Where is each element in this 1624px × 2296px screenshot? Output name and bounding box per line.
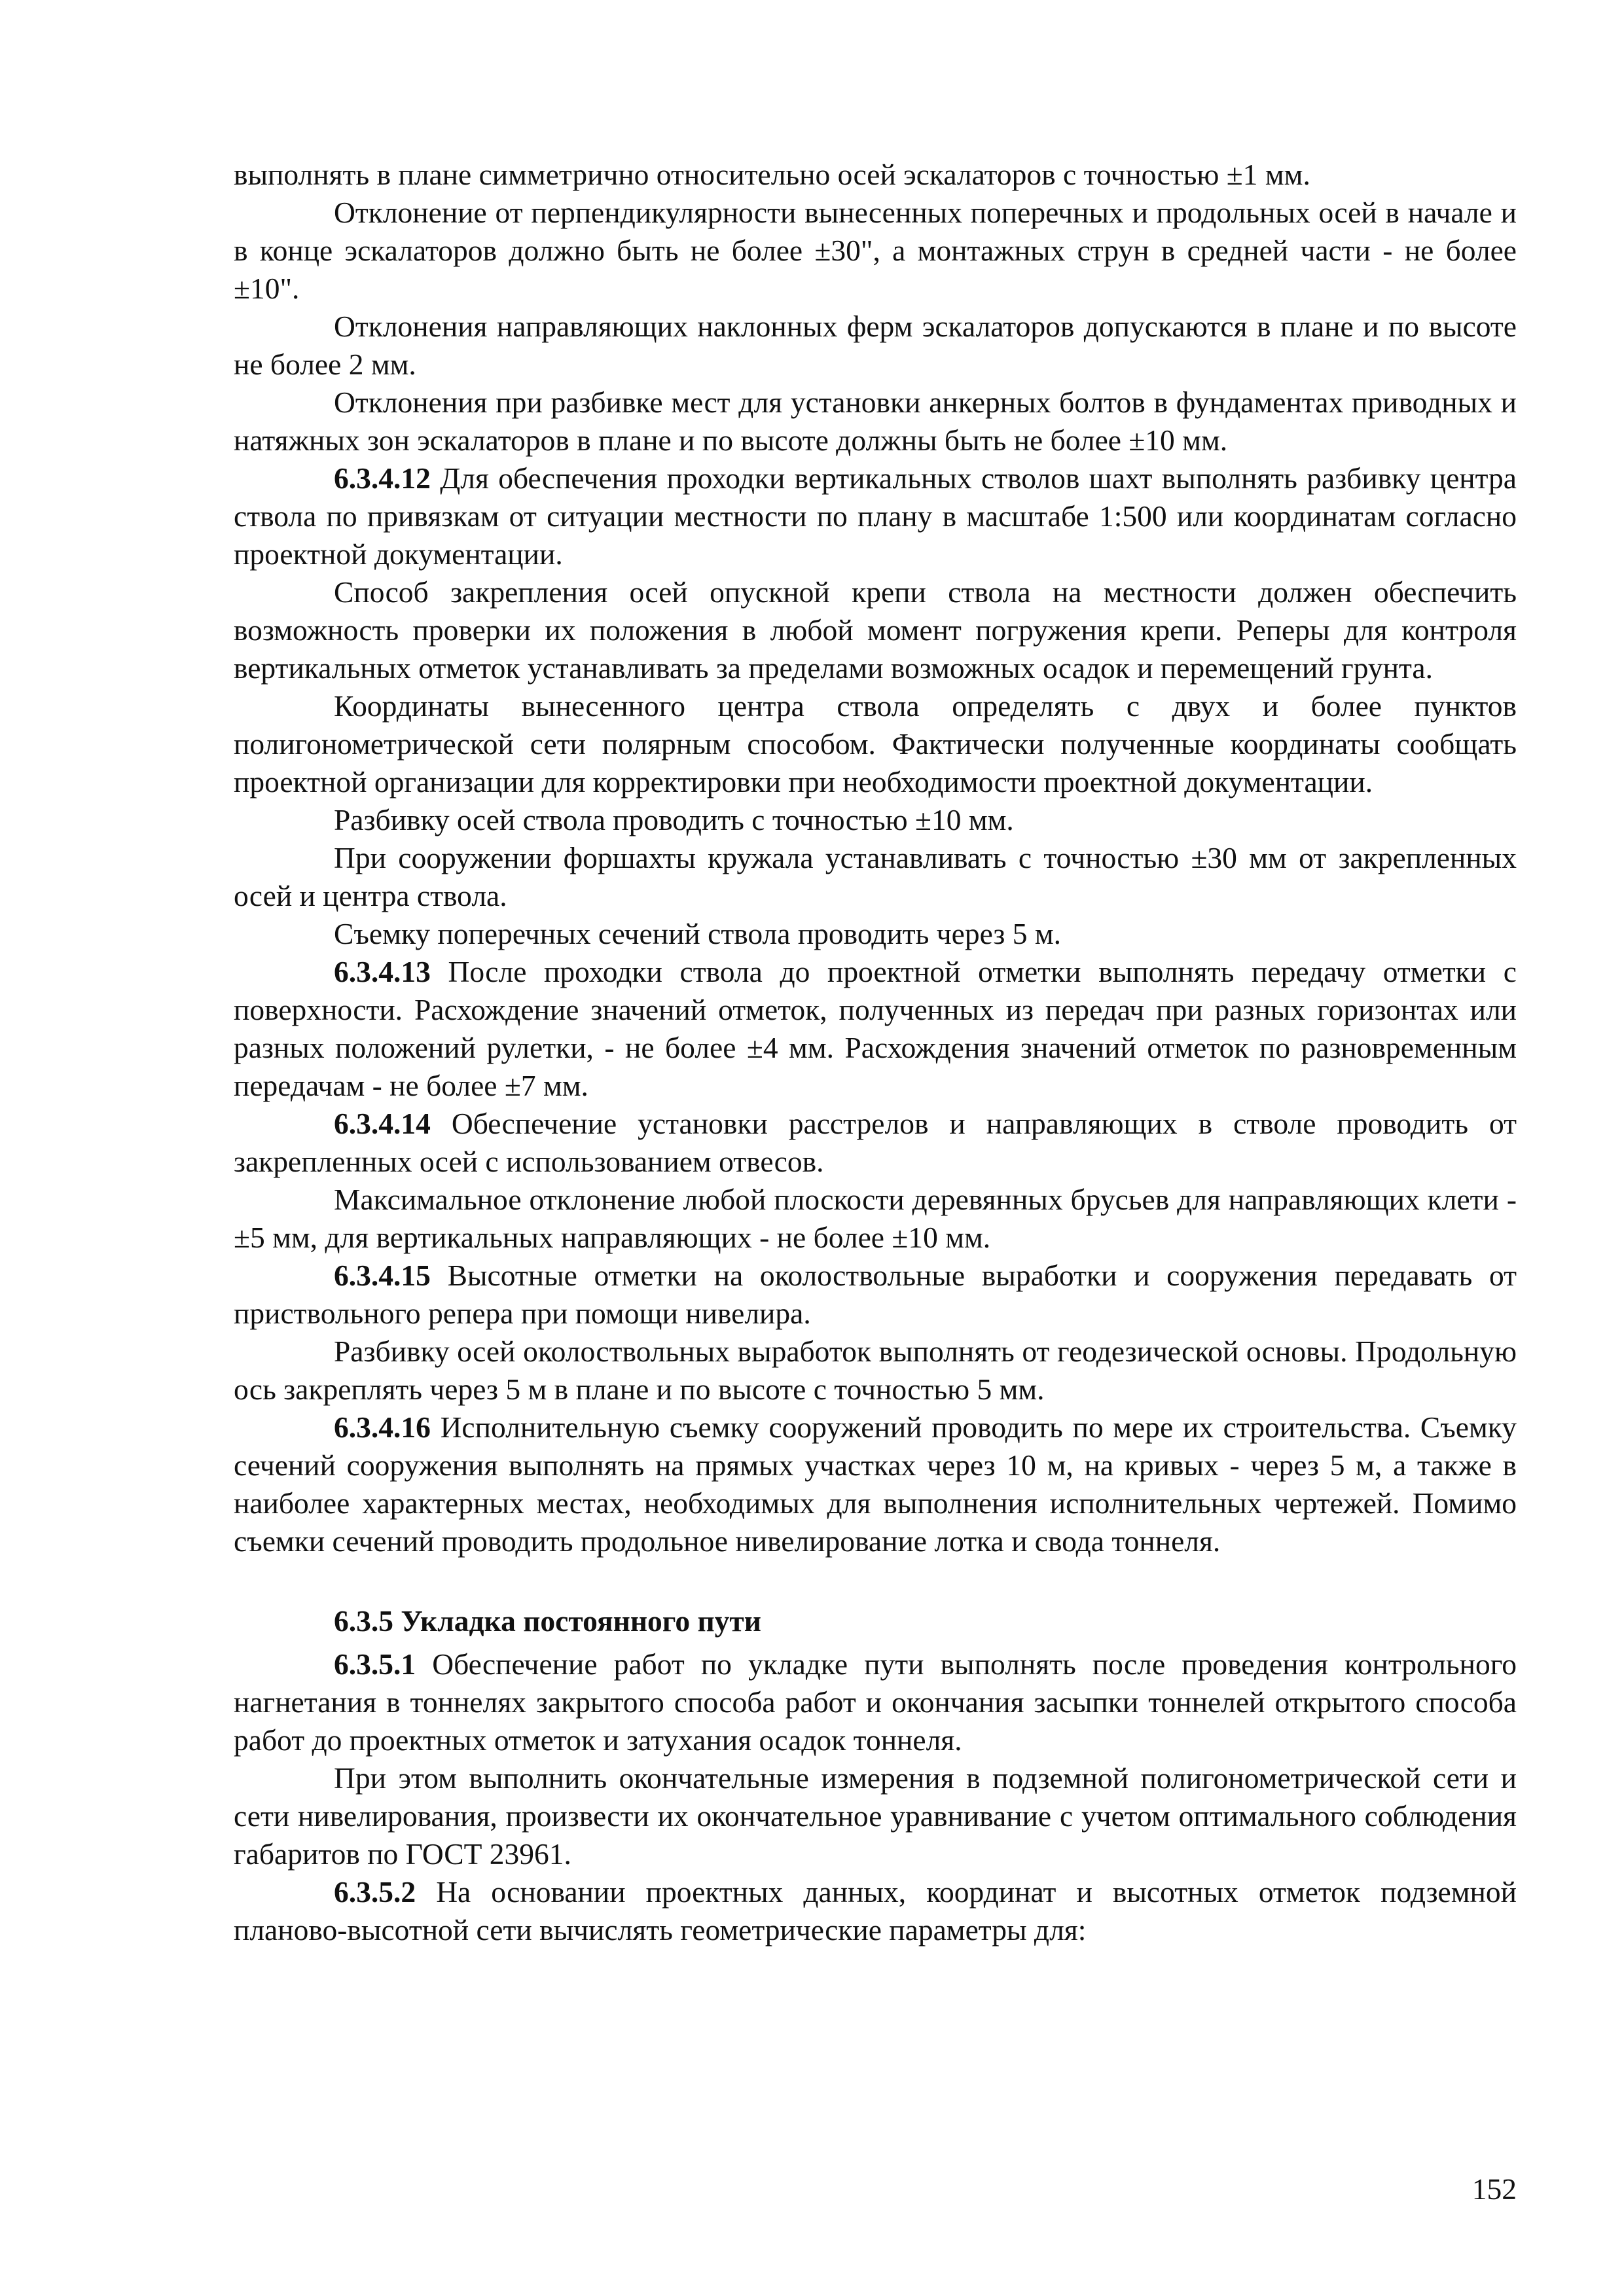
section-number: 6.3.5.1 <box>334 1647 416 1681</box>
paragraph-6-3-4-13: 6.3.4.13 После проходки ствола до проектной отметки выполнять передачу отметки с поверхности. Расхождение значений отметок, полученных из передач при разных горизонтах или разных положений рулетки, - не более ±4 мм. Расхождения значений отметок по разновременным передачам - не более ±7 мм. <box>234 955 1517 1102</box>
paragraph-near-shaft-axes: Разбивку осей околоствольных выработок выполнять от геодезической основы. Продольную ось закреплять через 5 м в плане и по высоте с точностью 5 мм. <box>234 1335 1517 1406</box>
paragraph-6-3-4-16: 6.3.4.16 Исполнительную съемку сооружений проводить по мере их строительства. Съемку сечений сооружения выполнять на прямых участках через 10 м, на кривых - через 5 м, а также в наиболее характерных местах, необходимых для выполнения исполнительных чертежей. Помимо съемки сечений проводить продольное нивелирование лотка и свода тоннеля. <box>234 1410 1517 1558</box>
section-heading: 6.3.5 Укладка постоянного пути <box>334 1604 761 1638</box>
paragraph-6-3-5-1: 6.3.5.1 Обеспечение работ по укладке пути выполнять после проведения контрольного нагнетания в тоннелях закрытого способа работ и окончания засыпки тоннелей открытого способа работ до проектных отметок и затухания осадок тоннеля. <box>234 1647 1517 1757</box>
section-number: 6.3.4.14 <box>334 1107 431 1140</box>
section-number: 6.3.4.13 <box>334 955 431 988</box>
paragraph-continuation: выполнять в плане симметрично относительно осей эскалаторов с точностью ±1 мм. <box>234 158 1310 191</box>
section-number: 6.3.4.15 <box>334 1259 431 1292</box>
paragraph-cross-sections: Съемку поперечных сечений ствола проводить через 5 м. <box>334 917 1062 950</box>
document-body <box>234 156 1517 1949</box>
paragraph-perpendicularity: Отклонение от перпендикулярности вынесенных поперечных и продольных осей в начале и в конце эскалаторов должно быть не более ±30", а монтажных струн в средней части - не более ±10". <box>234 196 1517 305</box>
page-number: 152 <box>1471 2172 1517 2206</box>
paragraph-truss-deviation: Отклонения направляющих наклонных ферм эскалаторов допускаются в плане и по высоте не более 2 мм. <box>234 310 1517 381</box>
section-number: 6.3.4.12 <box>334 461 431 495</box>
paragraph-6-3-4-15: 6.3.4.15 Высотные отметки на околоствольные выработки и сооружения передавать от приствольного репера при помощи нивелира. <box>234 1259 1517 1330</box>
paragraph-shaft-center: Координаты вынесенного центра ствола определять с двух и более пунктов полигонометрической сети полярным способом. Фактически полученные координаты сообщать проектной организации для корректировки при необходимости проектной документации. <box>234 689 1517 798</box>
paragraph-6-3-4-12: 6.3.4.12 Для обеспечения проходки вертикальных стволов шахт выполнять разбивку центра ствола по привязкам от ситуации местности по плану в масштабе 1:500 или координатам согласно проектной документации. <box>234 461 1517 571</box>
section-number: 6.3.5.2 <box>334 1875 416 1909</box>
paragraph-6-3-4-14: 6.3.4.14 Обеспечение установки расстрелов и направляющих в стволе проводить от закрепленных осей с использованием отвесов. <box>234 1107 1517 1178</box>
paragraph-anchor-bolts: Отклонения при разбивке мест для установки анкерных болтов в фундаментах приводных и натяжных зон эскалаторов в плане и по высоте должны быть не более ±10 мм. <box>234 386 1517 457</box>
section-number: 6.3.4.16 <box>334 1410 431 1444</box>
paragraph-lining-axes: Способ закрепления осей опускной крепи ствола на местности должен обеспечить возможность проверки их положения в любой момент погружения крепи. Реперы для контроля вертикальных отметок устанавливать за пределами возможных осадок и перемещений грунта. <box>234 575 1517 685</box>
paragraph-beam-deviation: Максимальное отклонение любой плоскости деревянных брусьев для направляющих клети - ±5 мм, для вертикальных направляющих - не более ±10 мм. <box>234 1183 1517 1254</box>
paragraph-shaft-axes: Разбивку осей ствола проводить с точностью ±10 мм. <box>334 803 1014 836</box>
paragraph-foreshaft: При сооружении форшахты кружала устанавливать с точностью ±30 мм от закрепленных осей и центра ствола. <box>234 841 1517 912</box>
paragraph-6-3-5-2: 6.3.5.2 На основании проектных данных, координат и высотных отметок подземной планово-высотной сети вычислять геометрические параметры для: <box>234 1875 1517 1946</box>
paragraph-final-measurements: При этом выполнить окончательные измерения в подземной полигонометрической сети и сети нивелирования, произвести их окончательное уравнивание с учетом оптимального соблюдения габаритов по ГОСТ 23961. <box>234 1761 1517 1871</box>
